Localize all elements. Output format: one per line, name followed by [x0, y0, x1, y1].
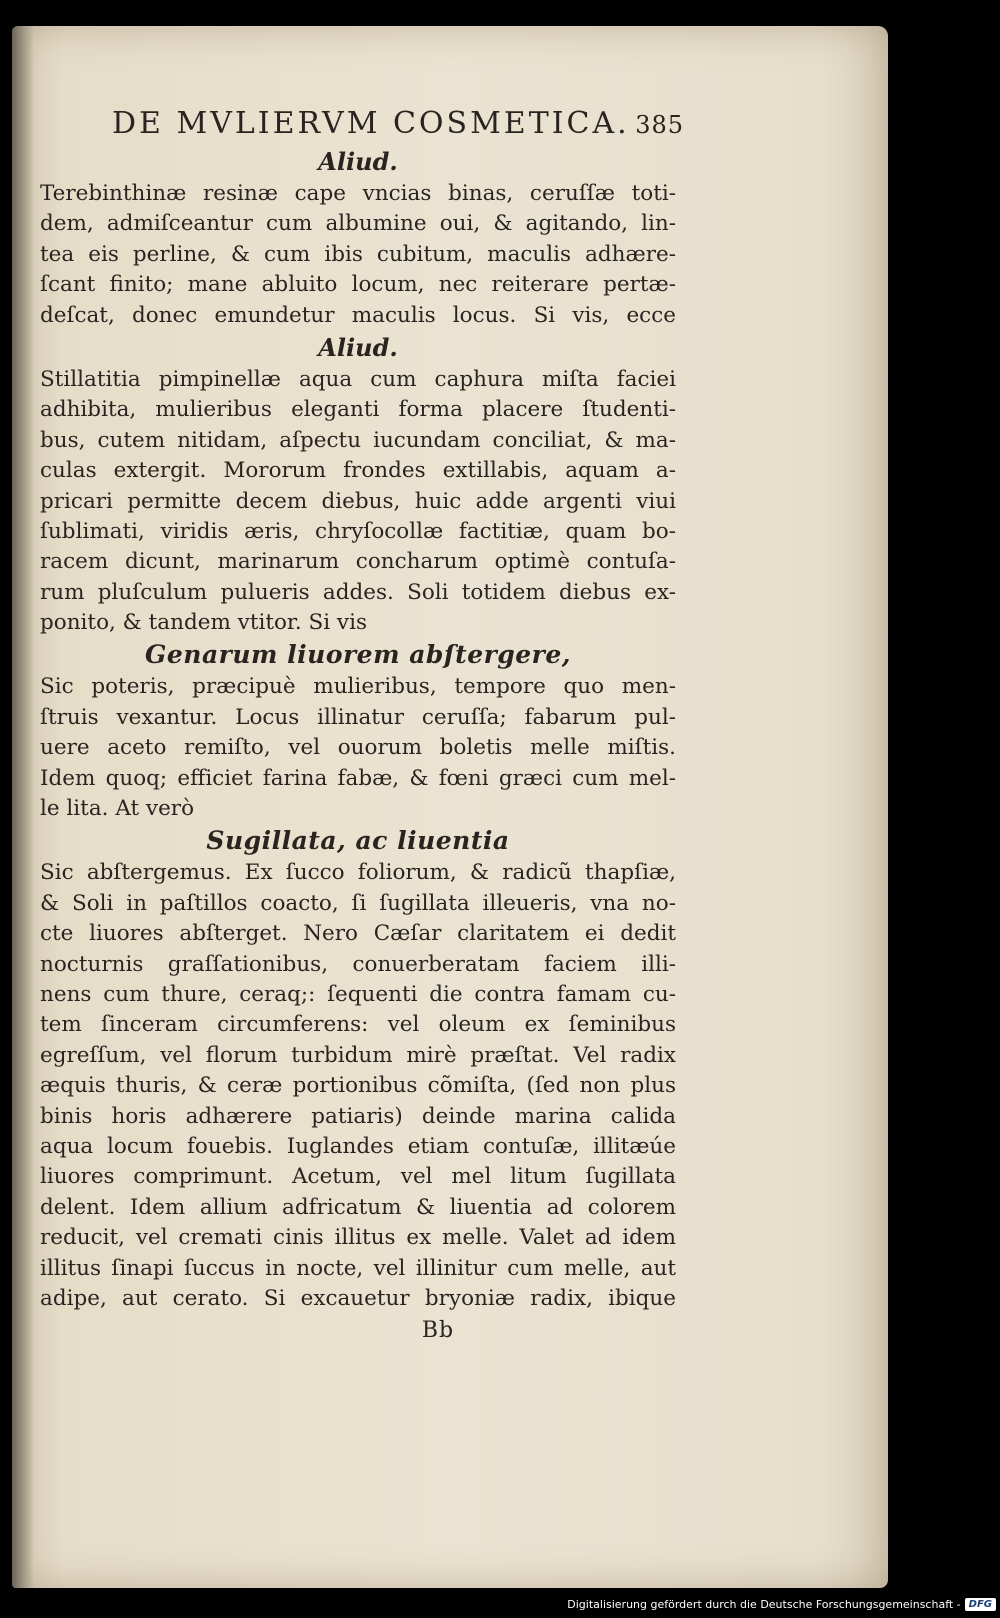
text-line: deſcat, donec emundetur maculis locus. Si vis, ecce [40, 302, 676, 328]
text-line: cte liuores abſterget. Nero Cæſar claritatem ei dedit [40, 921, 676, 947]
section-heading: Aliud. [318, 332, 398, 362]
text-line: liuores comprimunt. Acetum, vel mel litum ſugillata [40, 1164, 676, 1190]
book-page [12, 26, 888, 1588]
text-line: ſublimati, viridis æris, chryſocollæ factitiæ, quam bo- [40, 518, 676, 544]
section-sugillata [40, 824, 676, 1314]
section-aliud-1 [40, 145, 676, 331]
text-line: reducit, vel cremati cinis illitus ex melle. Valet ad idem [40, 1225, 676, 1251]
text-line: tea eis perline, & cum ibis cubitum, maculis adhære- [40, 241, 676, 267]
text-line: pricari permitte decem diebus, huic adde argenti viui [40, 488, 676, 514]
section-heading: Sugillata, ac liuentia [206, 826, 510, 856]
page-text-block [40, 78, 684, 1344]
text-line: rum pluſculum pulueris addes. Soli totidem diebus ex- [40, 579, 676, 605]
running-header [112, 106, 684, 141]
text-line: egreſſum, vel florum turbidum mirè præſtat. Vel radix [40, 1042, 676, 1068]
text-line: bus, cutem nitidam, aſpectu iucundam conciliat, & ma- [40, 427, 676, 453]
section-heading: Genarum liuorem abſtergere, [145, 640, 571, 670]
text-line: & Soli in paſtillos coacto, ſi ſugillata illeueris, vna no- [40, 890, 676, 916]
text-line: adipe, aut cerato. Si excauetur bryoniæ radix, ibique [40, 1285, 676, 1311]
section-heading: Aliud. [318, 147, 398, 176]
text-line: delent. Idem allium adfricatum & liuentia ad colorem [40, 1194, 676, 1220]
text-line: ſcant finito; mane abluito locum, nec reiterare pertæ- [40, 272, 676, 298]
text-line: nens cum thure, ceraq;: ſequenti die contra famam cu- [40, 981, 676, 1007]
text-line: ponito, & tandem vtitor. Si vis [40, 610, 367, 636]
page-number: 385 [635, 111, 684, 139]
text-line: tem ſinceram circumferens: vel oleum ex ſeminibus [40, 1012, 676, 1038]
signature-mark: Bb [421, 1318, 455, 1344]
text-line: dem, admiſceantur cum albumine oui, & agitando, lin- [40, 211, 676, 237]
text-line: adhibita, mulieribus eleganti forma placere ſtudenti- [40, 397, 676, 423]
text-line: æquis thuris, & ceræ portionibus cõmiſta, (ſed non plus [40, 1073, 676, 1099]
page-gutter-edge [12, 26, 34, 1588]
section-aliud-2 [40, 331, 676, 639]
text-line: racem dicunt, marinarum concharum optimè contuſa- [40, 549, 676, 575]
text-line: uere aceto remiſto, vel ouorum boletis melle miſtis. [40, 735, 676, 761]
text-line: Sic abſtergemus. Ex ſucco foliorum, & radicũ thapſiæ, [40, 860, 676, 886]
text-line: Sic poteris, præcipuè mulieribus, tempore quo men- [40, 674, 676, 700]
dfg-logo: DFG [965, 1598, 996, 1611]
text-line: aqua locum fouebis. Iuglandes etiam contuſæ, illitæúe [40, 1133, 676, 1159]
section-genarum [40, 638, 676, 824]
text-line: le lita. At verò [40, 796, 195, 822]
funding-credit: Digitalisierung gefördert durch die Deutsche Forschungsgemeinschaft - [567, 1597, 961, 1611]
text-line: ſtruis vexantur. Locus illinatur ceruſſa; fabarum pul- [40, 704, 676, 730]
text-line: Stillatitia pimpinellæ aqua cum caphura miſta faciei [40, 366, 676, 392]
text-line: culas extergit. Mororum frondes extillabis, aquam a- [40, 458, 676, 484]
running-title: DE MVLIERVM COSMETICA. [112, 106, 630, 141]
text-line: nocturnis graſſationibus, conuerberatam faciem illi- [40, 951, 676, 977]
text-line: Idem quoq; efficiet farina fabæ, & fœni græci cum mel- [40, 765, 676, 791]
digitization-footer [567, 1592, 996, 1616]
text-line: binis horis adhærere patiaris) deinde marina calida [40, 1103, 676, 1129]
text-line: Terebinthinæ resinæ cape vncias binas, ceruſſæ toti- [40, 181, 676, 206]
text-line: illitus ſinapi ſuccus in nocte, vel illinitur cum melle, aut [40, 1255, 676, 1281]
